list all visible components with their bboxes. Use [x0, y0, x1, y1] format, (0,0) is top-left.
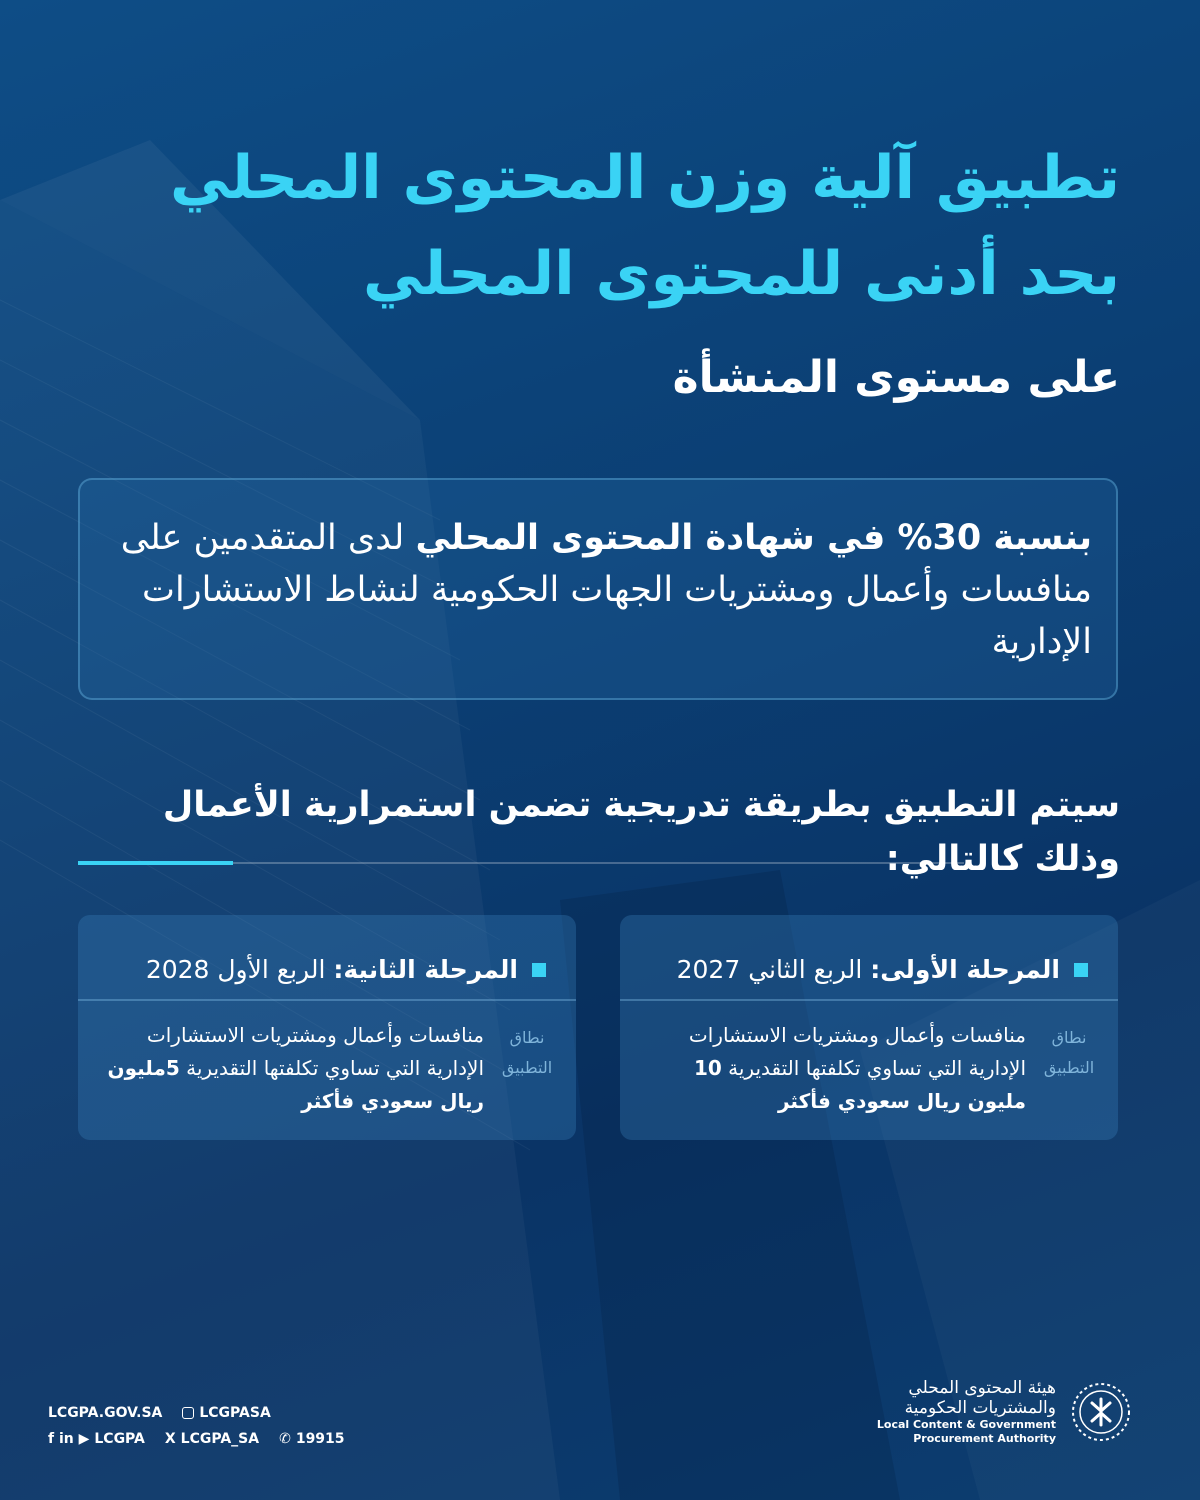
- page-title: [80, 130, 1120, 322]
- social-links[interactable]: [48, 1431, 145, 1447]
- instagram-link[interactable]: [182, 1405, 270, 1421]
- section-divider-accent: [78, 861, 233, 865]
- title-line-2: بحد أدنى للمحتوى المحلي: [362, 239, 1120, 309]
- phase-1-heading: [677, 955, 1088, 984]
- main-info-text: [92, 512, 1092, 668]
- phone-icon: ✆: [279, 1431, 291, 1447]
- x-icon: X: [164, 1431, 176, 1447]
- social-handle: LCGPA: [94, 1431, 145, 1447]
- logo-ar-line-1: هيئة المحتوى المحلي: [908, 1378, 1056, 1398]
- instagram-icon: [182, 1407, 194, 1419]
- phase-1-scope-desc: منافسات وأعمال ومشتريات الاستشارات الإدارية التي تساوي تكلفتها التقديرية: [688, 1023, 1026, 1080]
- main-info-rest: لدى المتقدمين على منافسات وأعمال ومشتريات الجهات الحكومية لنشاط الاستشارات الإدارية: [120, 518, 1092, 662]
- footer-contacts: [48, 1400, 345, 1452]
- facebook-linkedin-youtube-icon: f in ▶: [48, 1431, 90, 1447]
- logo-text: [877, 1378, 1056, 1446]
- phase-1-threshold: 10 مليون ريال سعودي فأكثر: [693, 1056, 1026, 1113]
- phase-2-name: المرحلة الثانية:: [333, 955, 518, 984]
- page-subtitle: على مستوى المنشأة: [672, 352, 1120, 403]
- phase-card-1: [620, 915, 1118, 1140]
- bullet-square-icon: [1074, 963, 1088, 977]
- logo-ar-line-2: والمشتريات الحكومية: [904, 1398, 1056, 1418]
- lcgpa-logo: [877, 1378, 1132, 1446]
- phase-2-scope-label: نطاق التطبيق: [501, 1028, 553, 1077]
- x-link[interactable]: [165, 1431, 259, 1447]
- main-info-bold: بنسبة 30% في شهادة المحتوى المحلي: [415, 518, 1092, 558]
- phase-intro-text: سيتم التطبيق بطريقة تدريجية تضمن استمرارية الأعمال وذلك كالتالي:: [162, 785, 1120, 879]
- phase-1-scope-label: نطاق التطبيق: [1043, 1028, 1095, 1077]
- x-handle: LCGPA_SA: [180, 1431, 260, 1447]
- website-link[interactable]: LCGPA.GOV.SA: [48, 1405, 163, 1421]
- instagram-handle: LCGPASA: [199, 1405, 271, 1421]
- title-line-1: تطبيق آلية وزن المحتوى المحلي: [169, 143, 1120, 213]
- phase-2-divider: [78, 999, 576, 1001]
- phone-number: 19915: [295, 1431, 345, 1447]
- phase-2-scope-desc: منافسات وأعمال ومشتريات الاستشارات الإدارية التي تساوي تكلفتها التقديرية: [146, 1023, 484, 1080]
- logo-en-line-2: Procurement Authority: [913, 1432, 1056, 1445]
- phase-2-threshold: 5مليون ريال سعودي فأكثر: [107, 1056, 484, 1113]
- bullet-square-icon: [532, 963, 546, 977]
- main-info-box: [78, 478, 1118, 700]
- phase-2-heading: [146, 955, 546, 984]
- logo-en-line-1: Local Content & Government: [876, 1418, 1056, 1431]
- phase-1-date: الربع الثاني 2027: [676, 955, 871, 984]
- phase-card-2: [78, 915, 576, 1140]
- phase-1-divider: [620, 999, 1118, 1001]
- phase-2-date: الربع الأول 2028: [145, 955, 334, 984]
- phase-1-name: المرحلة الأولى:: [870, 955, 1060, 984]
- phase-1-scope-text: [636, 1019, 1026, 1118]
- phase-2-scope-text: [94, 1019, 484, 1118]
- phone-link[interactable]: [279, 1431, 344, 1447]
- lcgpa-emblem-icon: [1070, 1381, 1132, 1443]
